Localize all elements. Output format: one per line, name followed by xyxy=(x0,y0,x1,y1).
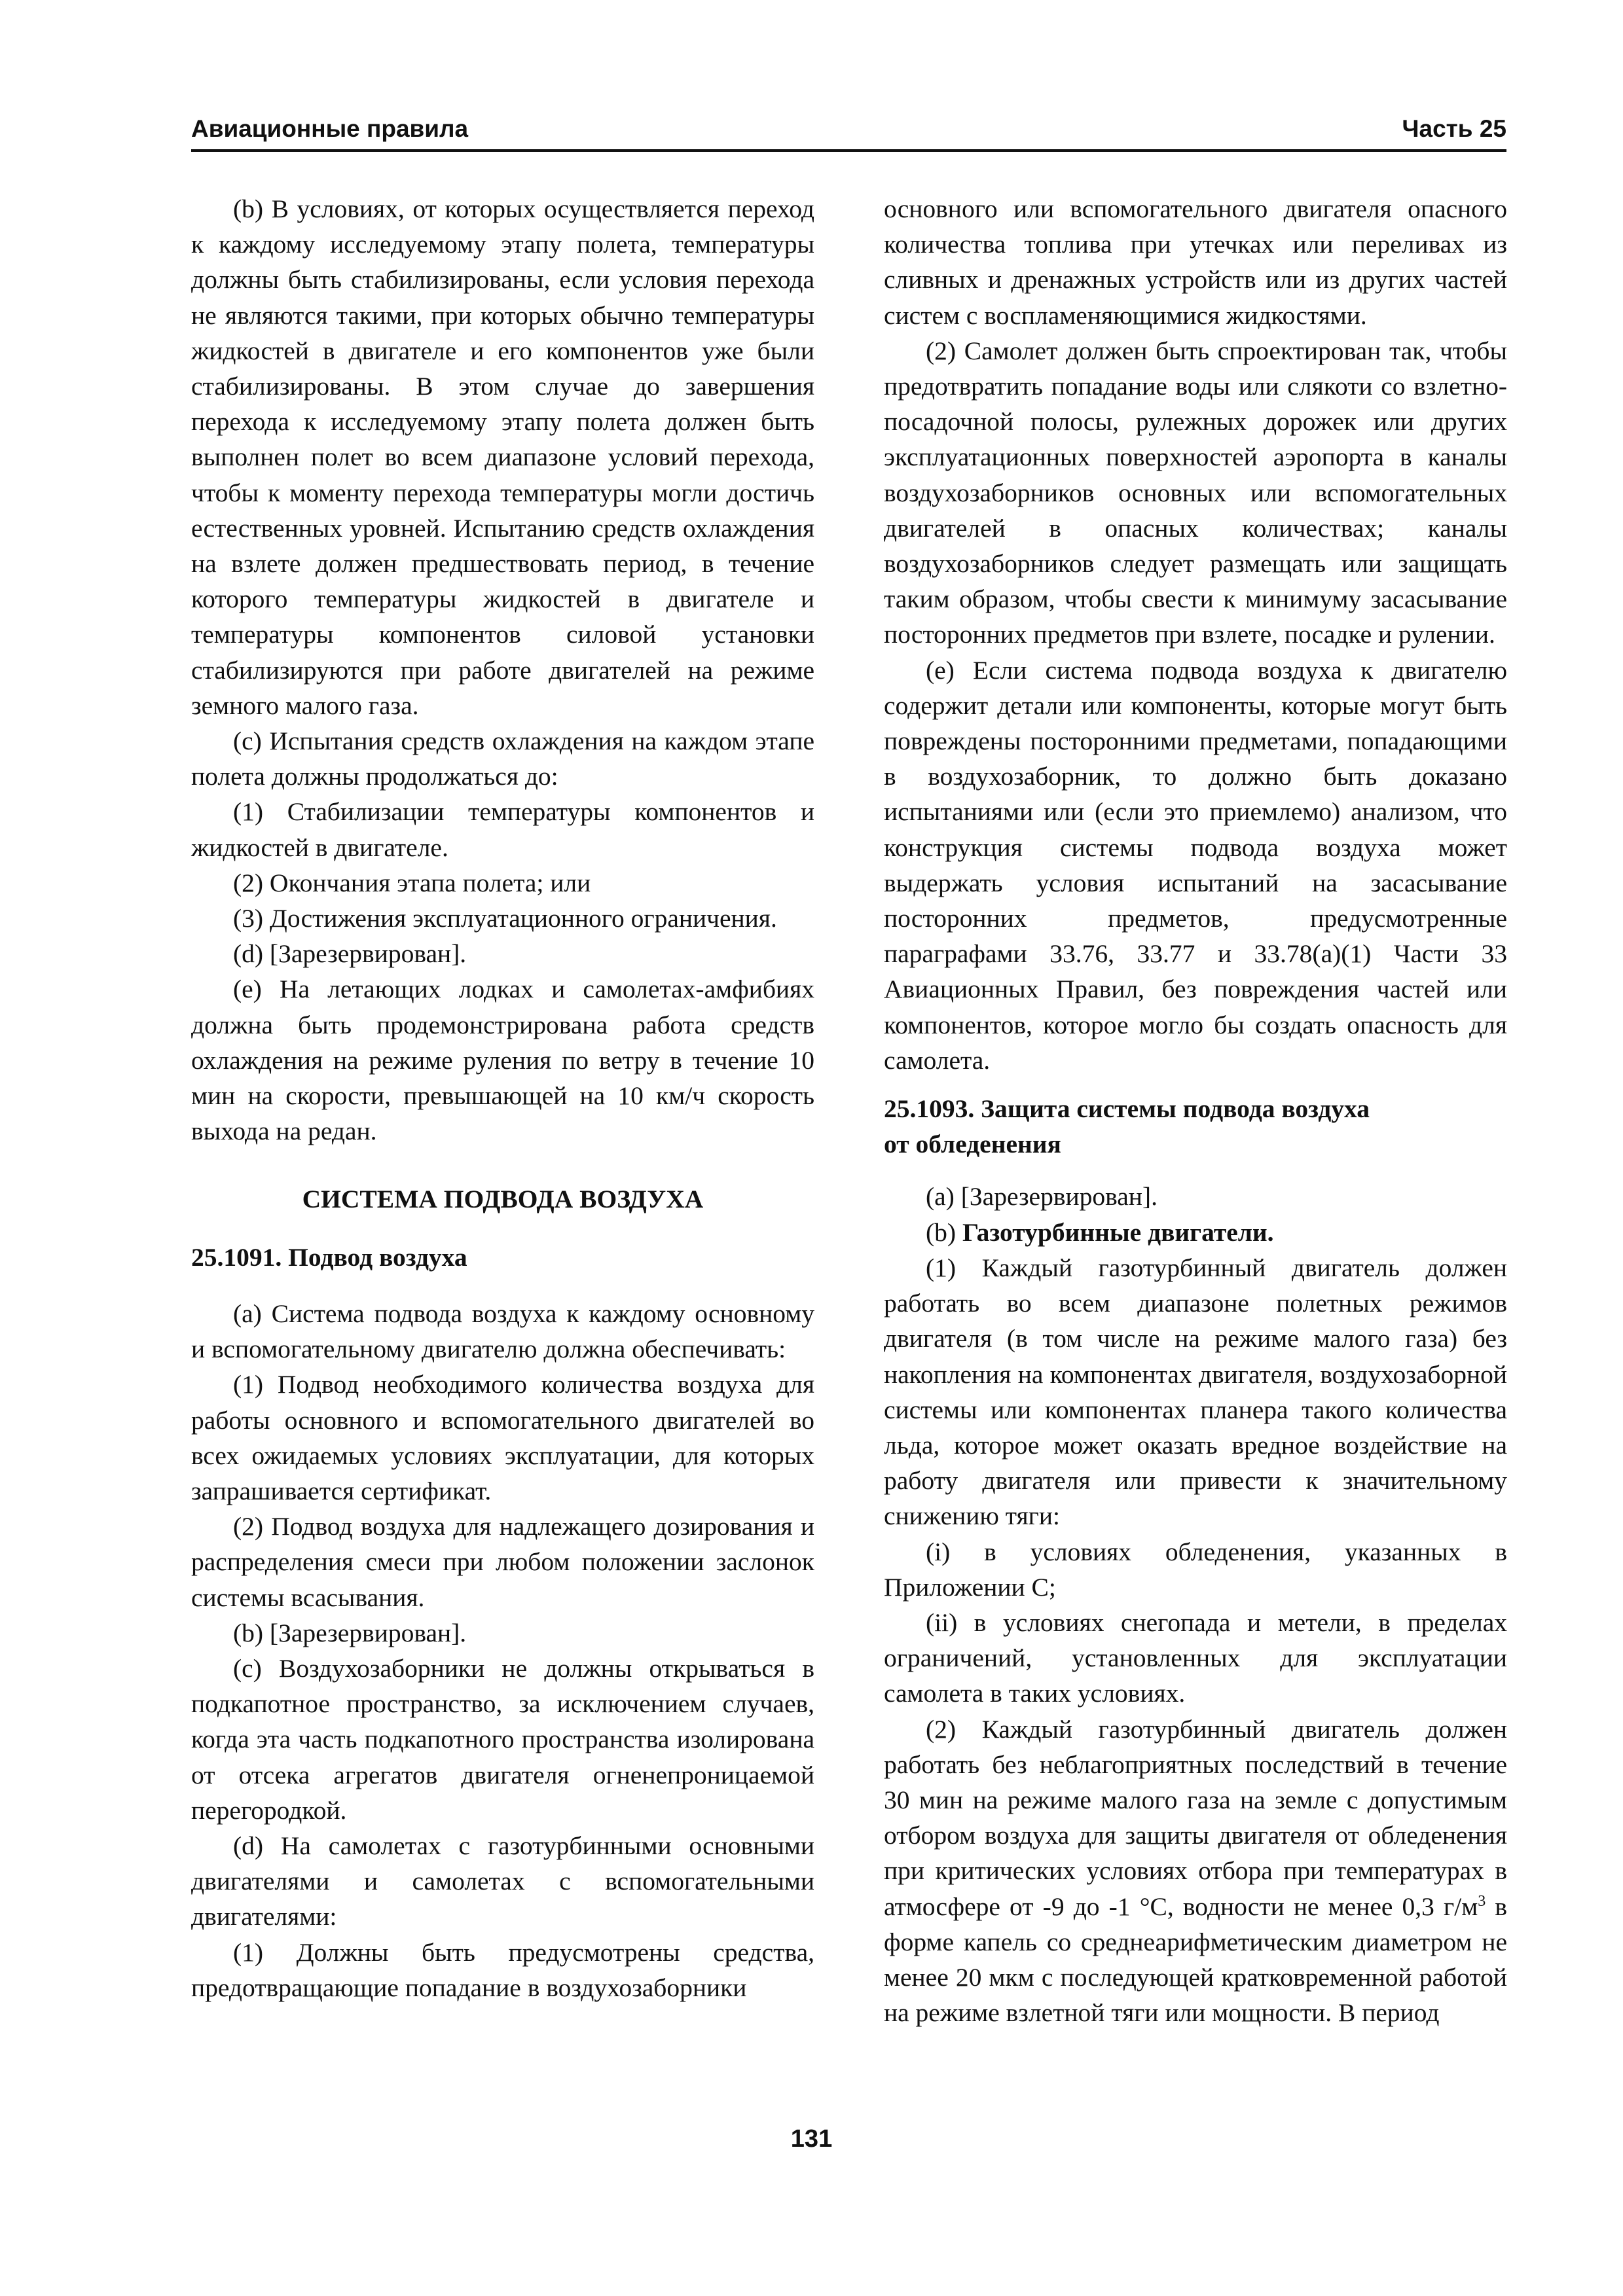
paragraph: (1) Каждый газотурбинный двигатель должен работать во всем диапазоне полетных режимов двигателя (в том числе на режиме малого газа) без накопления на компонентах двигателя, воздухозаборной системы или компонентах планера такого количества льда, которое может оказать вредное воздействие на работу двигателя или привести к значительному снижению тяги: xyxy=(884,1253,1507,1531)
clause-heading xyxy=(884,1091,1507,1162)
paragraph: (d) На самолетах с газотурбинными основными двигателями и самолетах с вспомогательными двигателями: xyxy=(191,1831,814,1931)
paragraph: (3) Достижения эксплуатационного ограничения. xyxy=(233,904,777,933)
paragraph: (2) Самолет должен быть спроектирован так, чтобы предотвратить попадание воды или слякоти со взлетно-посадочной полосы, рулежных дорожек или других эксплуатационных поверхностей аэропорта в каналы воздухозаборников основных или вспомогательных двигателей в опасных количествах; каналы воздухозаборников следует размещать или защищать таким образом, чтобы свести к минимуму засасывание посторонних предметов при взлете, посадке и рулении. xyxy=(884,336,1507,649)
paragraph: (c) Испытания средств охлаждения на каждом этапе полета должны продолжаться до: xyxy=(191,726,814,791)
paragraph: (i) в условиях обледенения, указанных в Приложении C; xyxy=(884,1537,1507,1602)
paragraph: (1) Должны быть предусмотрены средства, предотвращающие попадание в воздухозаборники xyxy=(191,1937,814,2002)
paragraph: (e) На летающих лодках и самолетах-амфибиях должна быть продемонстрирована работа средств охлаждения на режиме руления по ветру в течение 10 мин на скорости, превышающей на 10 км/ч скорость выхода на редан. xyxy=(191,975,814,1146)
running-header xyxy=(191,110,1506,152)
paragraph: (e) Если система подвода воздуха к двигателю содержит детали или компоненты, которые могут быть повреждены посторонними предметами, попадающими в воздухозаборник, то должно быть доказано испытаниями или (если это приемлемо) анализом, что конструкция системы подвода воздуха может выдержать условия испытаний на засасывание посторонних предметов, предусмотренные параграфами 33.76, 33.77 и 33.78(a)(1) Части 33 Авиационных Правил, без повреждения частей или компонентов, которое могло бы создать опасность для самолета. xyxy=(884,655,1507,1075)
left-column xyxy=(191,191,814,2005)
paragraph: (2) Подвод воздуха для надлежащего дозирования и распределения смеси при любом положении заслонок системы всасывания. xyxy=(191,1512,814,1612)
paragraph: (a) Система подвода воздуха к каждому основному и вспомогательному двигателю должна обеспечивать: xyxy=(191,1299,814,1364)
paragraph xyxy=(884,1712,1507,2031)
paragraph: (b) [Зарезервирован]. xyxy=(233,1618,467,1647)
bold-subheading: Газотурбинные двигатели. xyxy=(962,1217,1274,1247)
paragraph-text: в форме капель со среднеарифметическим диаметром не менее 20 мкм с последующей кратковременной работой на режиме взлетной тяги или мощности. В период xyxy=(884,1892,1507,2028)
paragraph: (a) [Зарезервирован]. xyxy=(926,1182,1158,1211)
section-title: СИСТЕМА ПОДВОДА ВОЗДУХА xyxy=(302,1185,704,1214)
paragraph: (c) Воздухозаборники не должны открываться в подкапотное пространство, за исключением случаев, когда эта часть подкапотного пространства изолирована от отсека агрегатов двигателя огненепроницаемой перегородкой. xyxy=(191,1653,814,1825)
paragraph: (d) [Зарезервирован]. xyxy=(233,939,467,969)
header-part: Часть 25 xyxy=(1402,115,1506,142)
clause-heading-line: 25.1093. Защита системы подвода воздуха xyxy=(884,1094,1370,1124)
clause-heading-line: от обледенения xyxy=(884,1130,1061,1159)
paragraph: (ii) в условиях снегопада и метели, в пределах ограничений, установленных для эксплуатации самолета в таких условиях. xyxy=(884,1607,1507,1708)
clause-heading: 25.1091. Подвод воздуха xyxy=(191,1242,467,1272)
paragraph-text: (2) Каждый газотурбинный двигатель должен работать без неблагоприятных последствий в течение 30 мин на режиме малого газа на земле с допустимым отбором воздуха для защиты двигателя от обледенения при критических условиях отбора при температурах в атмосфере от -9 до -1 °С, водности не менее 0,3 г/м xyxy=(884,1714,1507,1921)
paragraph: (1) Подвод необходимого количества воздуха для работы основного и вспомогательного двигателей во всех ожидаемых условиях эксплуатации, для которых запрашивается сертификат. xyxy=(191,1370,814,1505)
paragraph xyxy=(884,1215,1507,1250)
right-column xyxy=(884,191,1507,2030)
page-number: 131 xyxy=(790,2125,833,2153)
paragraph: (1) Стабилизации температуры компонентов и жидкостей в двигателе. xyxy=(191,797,814,862)
superscript: 3 xyxy=(1478,1892,1486,1910)
header-title: Авиационные правила xyxy=(191,115,469,142)
paragraph: основного или вспомогательного двигателя опасного количества топлива при утечках или переливах из сливных и дренажных устройств или из других частей систем с воспламеняющимися жидкостями. xyxy=(884,194,1507,330)
paragraph: (b) В условиях, от которых осуществляется переход к каждому исследуемому этапу полета, температуры должны быть стабилизированы, если условия перехода не являются такими, при которых обычно температуры жидкостей в двигателе и его компонентов уже были стабилизированы. В этом случае до завершения перехода к исследуемому этапу полета должен быть выполнен полет во всем диапазоне условий перехода, чтобы к моменту перехода температуры могли достичь естественных уровней. Испытанию средств охлаждения на взлете должен предшествовать период, в течение которого температуры жидкостей в двигателе и температуры компонентов силовой установки стабилизируются при работе двигателей на режиме земного малого газа. xyxy=(191,194,814,720)
paragraph-prefix: (b) xyxy=(926,1217,962,1247)
paragraph: (2) Окончания этапа полета; или xyxy=(233,868,591,897)
